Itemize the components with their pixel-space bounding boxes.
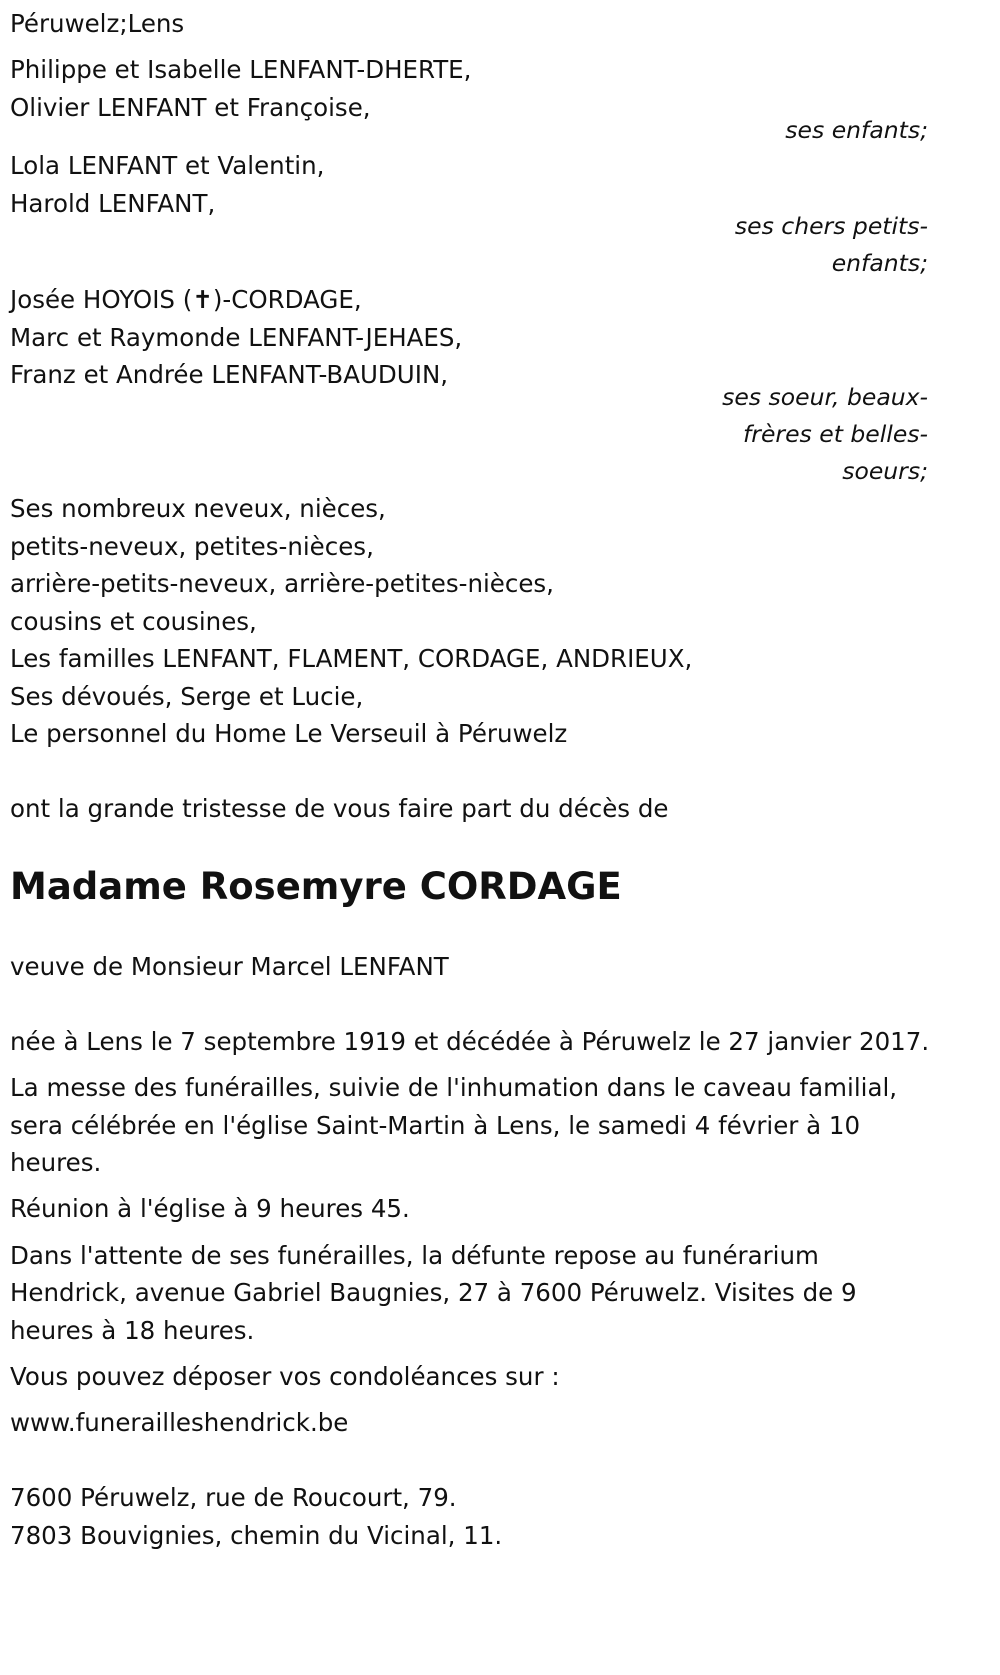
grandchildren-line-2: Harold LENFANT, — [10, 189, 216, 218]
siblings-line-2: Marc et Raymonde LENFANT-JEHAES, — [10, 323, 463, 352]
siblings-label-line-1: ses soeur, beaux- — [722, 383, 928, 411]
siblings-line-3: Franz et Andrée LENFANT-BAUDUIN, — [10, 360, 449, 389]
address-1: 7600 Péruwelz, rue de Roucourt, 79. — [10, 1483, 457, 1512]
siblings-line-1: Josée HOYOIS (✝)-CORDAGE, — [10, 285, 362, 314]
mass-line-2: sera célébrée en l'église Saint-Martin à Lens, le samedi 4 février à 10 — [10, 1111, 861, 1140]
location-header: Péruwelz;Lens — [10, 9, 185, 38]
wake-line-2: Hendrick, avenue Gabriel Baugnies, 27 à 7600 Péruwelz. Visites de 9 — [10, 1278, 857, 1307]
others-line-7: Le personnel du Home Le Verseuil à Péruwelz — [10, 719, 568, 748]
children-label: ses enfants; — [785, 116, 928, 144]
birth-death-dates: née à Lens le 7 septembre 1919 et décédée à Péruwelz le 27 janvier 2017. — [10, 1027, 930, 1056]
deceased-name: Madame Rosemyre CORDAGE — [10, 865, 622, 908]
others-line-5: Les familles LENFANT, FLAMENT, CORDAGE, ANDRIEUX, — [10, 644, 693, 673]
mass-line-1: La messe des funérailles, suivie de l'inhumation dans le caveau familial, — [10, 1073, 898, 1102]
children-line-2: Olivier LENFANT et Françoise, — [10, 93, 371, 122]
grandchildren-label-line-1: ses chers petits- — [734, 212, 928, 240]
children-line-1: Philippe et Isabelle LENFANT-DHERTE, — [10, 55, 472, 84]
others-line-6: Ses dévoués, Serge et Lucie, — [10, 682, 364, 711]
announcement: ont la grande tristesse de vous faire part du décès de — [10, 794, 669, 823]
website-link[interactable]: www.funerailleshendrick.be — [10, 1408, 349, 1437]
wake-line-1: Dans l'attente de ses funérailles, la défunte repose au funérarium — [10, 1241, 819, 1270]
mass-line-3: heures. — [10, 1148, 102, 1177]
condolences-text: Vous pouvez déposer vos condoléances sur : — [10, 1362, 560, 1391]
others-line-3: arrière-petits-neveux, arrière-petites-nièces, — [10, 569, 554, 598]
siblings-label-line-3: soeurs; — [842, 457, 928, 485]
meeting-info: Réunion à l'église à 9 heures 45. — [10, 1194, 410, 1223]
grandchildren-label-line-2: enfants; — [831, 249, 928, 277]
others-line-1: Ses nombreux neveux, nièces, — [10, 494, 386, 523]
others-line-4: cousins et cousines, — [10, 607, 257, 636]
widow-of: veuve de Monsieur Marcel LENFANT — [10, 952, 449, 981]
siblings-label-line-2: frères et belles- — [743, 420, 928, 448]
others-line-2: petits-neveux, petites-nièces, — [10, 532, 374, 561]
address-2: 7803 Bouvignies, chemin du Vicinal, 11. — [10, 1521, 503, 1550]
wake-line-3: heures à 18 heures. — [10, 1316, 255, 1345]
grandchildren-line-1: Lola LENFANT et Valentin, — [10, 151, 325, 180]
